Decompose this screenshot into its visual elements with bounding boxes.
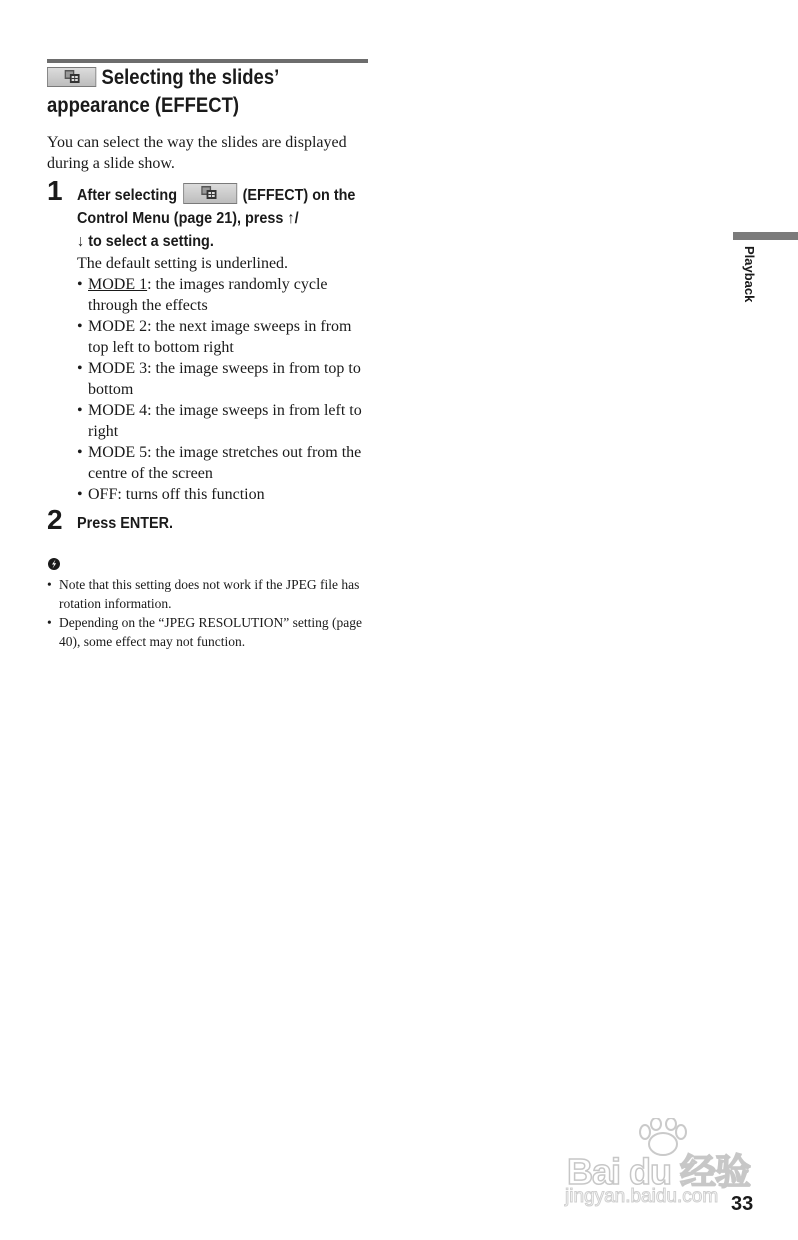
section-tab-bar [733,232,798,240]
option-name: OFF [88,486,118,503]
note-item: • Note that this setting does not work if the JPEG file has rotation information. [47,575,369,613]
step-1-heading [77,183,365,253]
note-item: • Depending on the “JPEG RESOLUTION” setting (page 40), some effect may not function. [47,613,369,651]
option-desc: : turns off this function [117,486,265,503]
step-1-head-before: After selecting [77,187,178,204]
step-1-slash: / [294,210,299,227]
step-1-head-after: (EFFECT) on the Control Menu (page 21), press [77,187,356,227]
effect-icon [183,183,237,204]
option-desc: : the image sweeps in from top to bottom [88,360,361,398]
effect-icon [47,67,96,87]
section-title [47,64,377,120]
option-name: MODE 2 [88,318,148,335]
watermark-url: jingyan.baidu.com [565,1186,719,1207]
option-item [77,484,369,505]
option-desc: : the images randomly cycle through the effects [88,276,328,314]
default-setting-note: The default setting is underlined. [77,255,289,272]
hint-icon [47,557,61,571]
watermark-brand: Bai du 经验 [567,1151,751,1192]
step-2-number: 2 [47,504,63,535]
option-item [77,358,369,400]
notes-list [47,575,369,651]
option-item [77,274,369,316]
step-2-heading: Press ENTER. [77,515,174,532]
option-item [77,400,369,442]
option-desc: : the image sweeps in from left to right [88,402,362,440]
step-1-head-end: to select a setting. [84,233,214,250]
intro-text: You can select the way the slides are displayed during a slide show. [47,134,347,172]
up-arrow-icon: ↑ [287,210,295,227]
option-desc: : the next image sweeps in from top left to bottom right [88,318,352,356]
page-number: 33 [731,1193,754,1215]
watermark-logo [565,1118,755,1213]
effect-options-list [77,274,369,505]
section-tab-label: Playback [742,246,757,303]
section-tab [736,246,758,316]
option-item [77,442,369,484]
step-1-number: 1 [47,175,63,206]
option-name: MODE 1 [88,276,148,293]
option-name: MODE 3 [88,360,148,377]
option-name: MODE 4 [88,402,148,419]
section-top-rule [47,59,368,63]
option-name: MODE 5 [88,444,148,461]
section-title-text: Selecting the slides’ appearance (EFFECT) [47,66,279,117]
option-desc: : the image stretches out from the centre of the screen [88,444,362,482]
down-arrow-icon: ↓ [77,233,85,250]
option-item [77,316,369,358]
